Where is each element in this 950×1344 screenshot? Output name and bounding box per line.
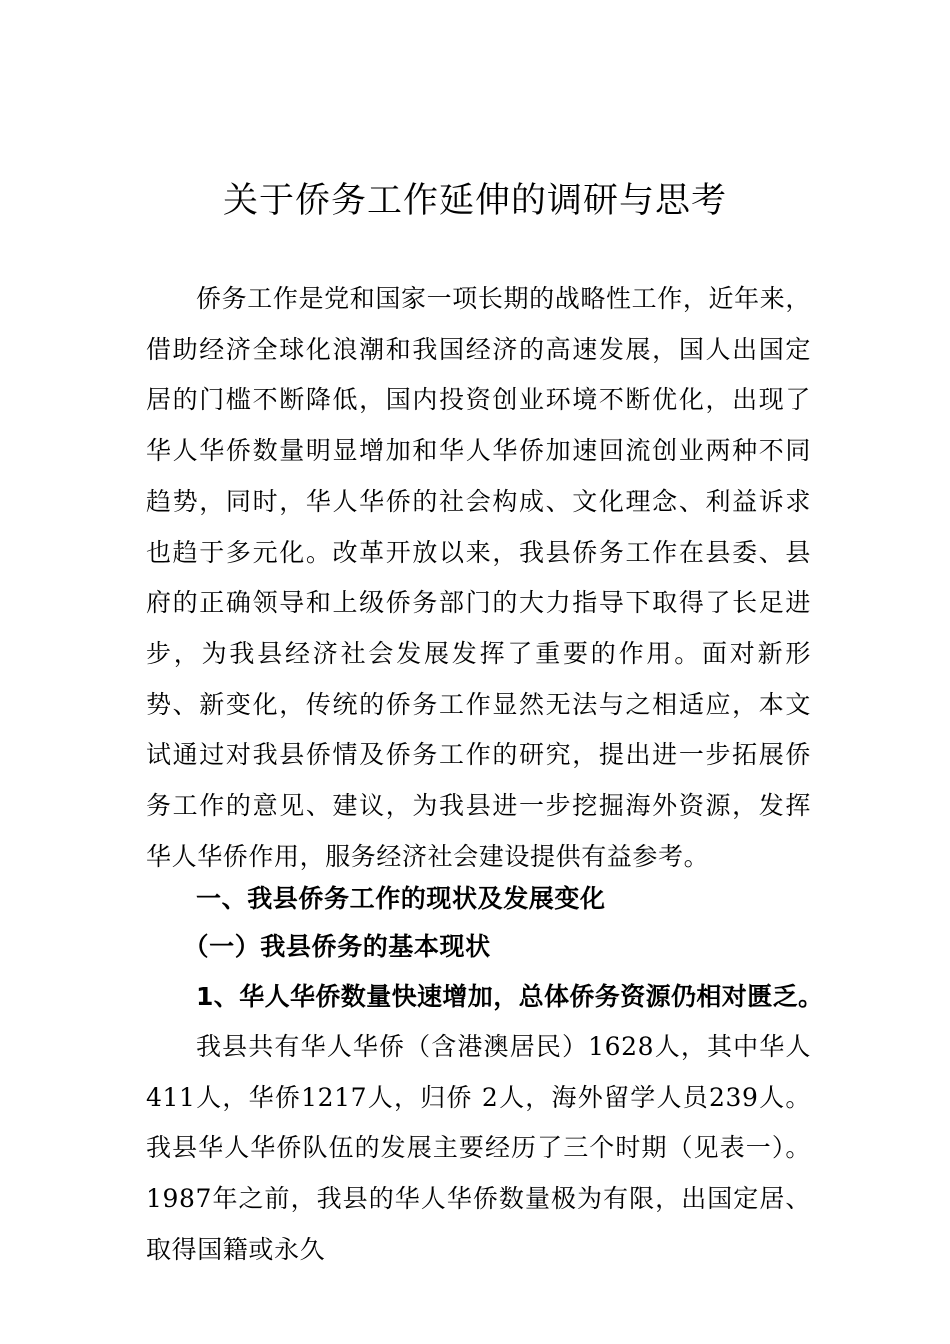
- section-heading: 一、我县侨务工作的现状及发展变化: [196, 884, 606, 913]
- intro-section: [146, 274, 811, 882]
- document-title: 关于侨务工作延伸的调研与思考: [222, 181, 727, 221]
- item-section: [146, 1022, 811, 1276]
- item-heading: 1、华人华侨数量快速增加，总体侨务资源仍相对匮乏。: [196, 982, 824, 1011]
- item-paragraph: 我县共有华人华侨（含港澳居民）1628人，其中华人411人，华侨1217人，归侨 2人，海外留学人员239人。我县华人华侨队伍的发展主要经历了三个时期（见表一）。1987年之前，我县的华人华侨数量极为有限，出国定居、取得国籍或永久: [146, 1032, 811, 1264]
- subsection-heading: （一）我县侨务的基本现状: [183, 932, 491, 961]
- intro-paragraph: 侨务工作是党和国家一项长期的战略性工作，近年来，借助经济全球化浪潮和我国经济的高速发展，国人出国定居的门槛不断降低，国内投资创业环境不断优化，出现了华人华侨数量明显增加和华人华侨加速回流创业两种不同趋势，同时，华人华侨的社会构成、文化理念、利益诉求也趋于多元化。改革开放以来，我县侨务工作在县委、县府的正确领导和上级侨务部门的大力指导下取得了长足进步，为我县经济社会发展发挥了重要的作用。面对新形势、新变化，传统的侨务工作显然无法与之相适应，本文试通过对我县侨情及侨务工作的研究，提出进一步拓展侨务工作的意见、建议，为我县进一步挖掘海外资源，发挥华人华侨作用，服务经济社会建设提供有益参考。: [146, 284, 811, 871]
